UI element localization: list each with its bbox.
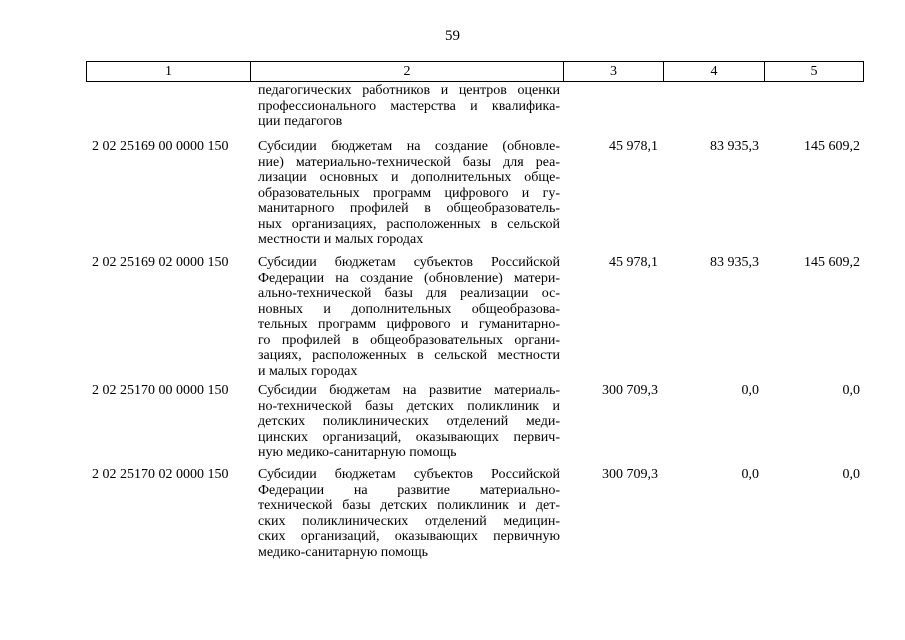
amount-col4: 83 935,3 <box>710 139 759 154</box>
amount-col4: 0,0 <box>741 467 759 482</box>
row-description <box>258 83 560 130</box>
amount-col3: 300 709,3 <box>602 467 658 482</box>
description-line: профессионального мастерства и квалифика- <box>258 98 560 114</box>
description-line: цинских организаций, оказывающих первич- <box>258 429 560 445</box>
description-line: Федерации на развитие материально- <box>258 482 560 498</box>
description-line: ских поликлинических отделений медицин- <box>258 513 560 529</box>
amount-col3: 45 978,1 <box>609 139 658 154</box>
description-line: технической базы детских поликлиник и дет- <box>258 498 560 513</box>
row-code: 2 02 25170 00 0000 150 <box>92 383 229 398</box>
description-line: но-технической базы детских поликлиник и <box>258 398 560 414</box>
page-number: 59 <box>445 28 460 44</box>
description-line: лизации основных и дополнительных обще- <box>258 170 560 185</box>
description-line: тельных программ цифрового и гуманитарно- <box>258 317 560 332</box>
column-header-4: 4 <box>663 62 764 81</box>
amount-col3: 300 709,3 <box>602 383 658 398</box>
row-description <box>258 255 560 379</box>
description-line: Субсидии бюджетам на развитие материаль- <box>258 383 560 398</box>
amount-col5: 145 609,2 <box>804 139 860 154</box>
column-header-1: 1 <box>165 64 172 79</box>
row-description <box>258 467 560 560</box>
description-line: зациях, расположенных в сельской местности <box>258 348 560 363</box>
column-header-2: 2 <box>250 62 563 81</box>
row-code: 2 02 25169 00 0000 150 <box>92 139 229 154</box>
description-line: ние) материально-технической базы для реа- <box>258 154 560 170</box>
description-line: детских поликлинических отделений меди- <box>258 414 560 429</box>
amount-col5: 0,0 <box>842 383 860 398</box>
description-line: го профилей в общеобразовательных органи- <box>258 332 560 348</box>
description-line: образовательных программ цифрового и гу- <box>258 185 560 201</box>
row-description <box>258 139 560 248</box>
description-line: Субсидии бюджетам субъектов Российской <box>258 467 560 482</box>
amount-col5: 145 609,2 <box>804 255 860 270</box>
amount-col3: 45 978,1 <box>609 255 658 270</box>
description-line: и малых городах <box>258 363 358 379</box>
table-header <box>86 61 864 82</box>
description-line: ально-технической базы для реализации ос- <box>258 286 560 301</box>
column-header-5: 5 <box>764 62 863 81</box>
row-code: 2 02 25169 02 0000 150 <box>92 255 229 270</box>
amount-col5: 0,0 <box>842 467 860 482</box>
description-line: местности и малых городах <box>258 232 424 247</box>
description-line: Федерации на создание (обновление) матери- <box>258 270 560 286</box>
row-description <box>258 383 560 461</box>
row-code: 2 02 25170 02 0000 150 <box>92 467 229 482</box>
description-line: ных организациях, расположенных в сельской <box>258 216 560 232</box>
description-line: ную медико-санитарную помощь <box>258 445 457 460</box>
description-line: ции педагогов <box>258 114 343 129</box>
description-line: Субсидии бюджетам на создание (обновле- <box>258 139 560 154</box>
description-line: манитарного профилей в общеобразователь- <box>258 201 560 216</box>
amount-col4: 83 935,3 <box>710 255 759 270</box>
description-line: Субсидии бюджетам субъектов Российской <box>258 255 560 270</box>
amount-col4: 0,0 <box>741 383 759 398</box>
description-line: медико-санитарную помощь <box>258 544 429 560</box>
description-line: новных и дополнительных общеобразова- <box>258 301 560 317</box>
column-header-3: 3 <box>563 62 663 81</box>
description-line: ских организаций, оказывающих первичную <box>258 529 560 544</box>
description-line: педагогических работников и центров оценки <box>258 83 560 98</box>
